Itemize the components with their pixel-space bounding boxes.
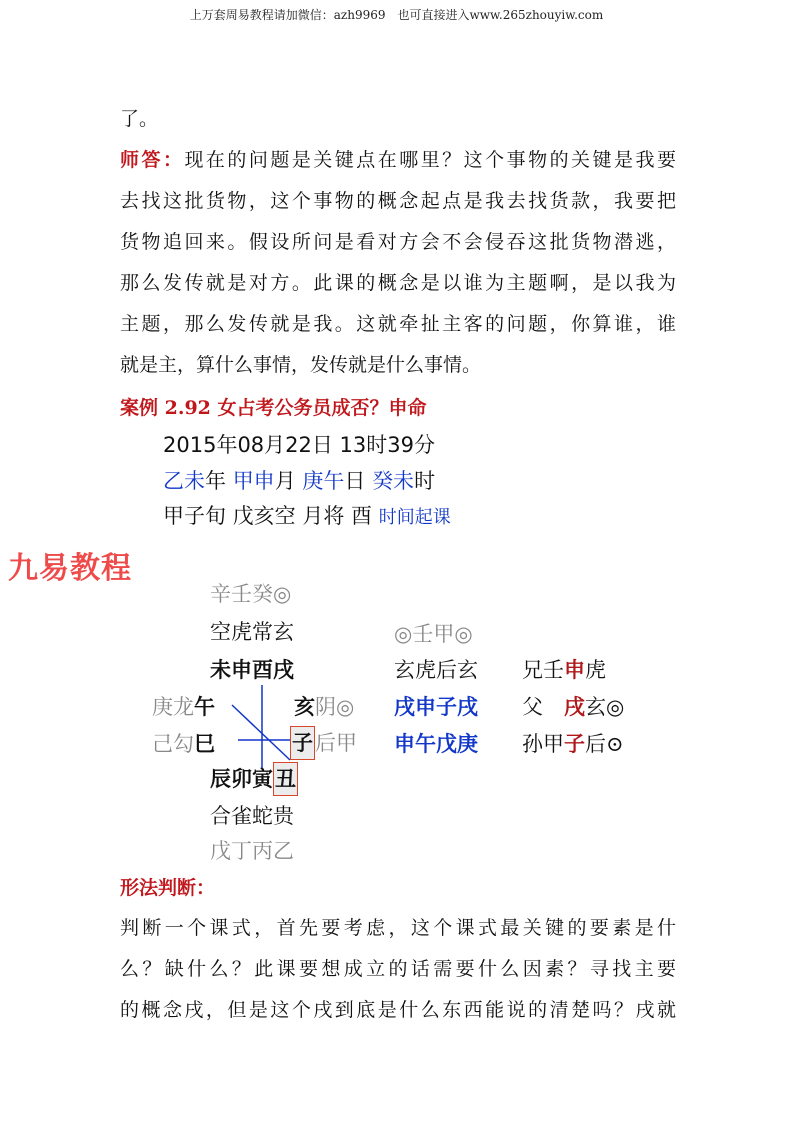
chart-line — [232, 705, 290, 760]
xingfa-title: 形法判断： — [120, 877, 216, 899]
text-line: 去找这批货物，这个事物的概念起点是我去找货款，我要把 — [120, 190, 676, 212]
chuan-branch: 戌 — [564, 694, 585, 719]
row-zi — [290, 726, 357, 760]
highlight-box: 丑 — [273, 762, 298, 796]
text-span: 现在的问题是关键点在哪里？这个事物的关键是我要 — [184, 149, 676, 171]
text-line: 了。 — [120, 108, 159, 130]
left-label: 己勾 — [152, 732, 194, 756]
year-ganzhi: 乙未 — [163, 469, 205, 493]
chuan-god: 虎 — [585, 658, 606, 682]
left-branch: 巳 — [194, 731, 215, 756]
text-line: 就是主，算什么事情，发传就是什么事情。 — [120, 354, 482, 376]
ke-branches: 戌申子戌 — [394, 694, 478, 719]
page-header: 上万套周易教程请加微信：azh9969 也可直接进入www.265zhouyiw.com — [189, 8, 604, 22]
top-gods: 空虎常玄 — [210, 620, 294, 644]
date-line: 2015年08月22日 13时39分 — [163, 433, 436, 457]
chuan-branch: 申 — [564, 657, 585, 682]
bottom-stems: 戊丁丙乙 — [210, 839, 294, 863]
ke-gods: 玄虎后玄 — [394, 658, 478, 682]
answer-label: 师答： — [120, 149, 185, 171]
watermark-logo: 九易教程 — [8, 551, 132, 586]
hour-suffix: 时 — [414, 469, 436, 493]
bottom-branches-text: 辰卯寅 — [210, 766, 273, 791]
text-line: 货物追回来。假设所问是看对方会不会侵吞这批货物潜逃， — [120, 231, 676, 253]
month-suffix: 月 — [274, 469, 296, 493]
chuan-label: 父 — [522, 695, 564, 719]
chuan-god: 玄◎ — [585, 695, 625, 719]
month-ganzhi: 甲申 — [232, 469, 275, 493]
row-hai — [294, 691, 354, 721]
right-branch: 亥 — [294, 694, 315, 719]
text-line: 的概念戌，但是这个戌到底是什么东西能说的清楚吗？戌就 — [120, 999, 676, 1021]
chuan-label: 孙甲 — [522, 732, 564, 756]
top-branches: 未申酉戌 — [210, 657, 294, 682]
left-branch: 午 — [194, 694, 215, 719]
row-si — [152, 728, 215, 758]
chuan-3 — [522, 728, 624, 758]
case-title: 案例 2.92 女占考公务员成否？申命 — [120, 397, 427, 419]
text-line: 主题，那么发传就是我。这就牵扯主客的问题，你算谁，谁 — [120, 313, 676, 335]
chuan-label: 兄壬 — [522, 658, 564, 682]
method-link: 时间起课 — [378, 507, 451, 528]
analysis-paragraph — [120, 908, 676, 1031]
text-line: 判断一个课式，首先要考虑，这个课式最关键的要素是什 — [120, 917, 676, 939]
top-stems: 辛壬癸◎ — [210, 582, 292, 606]
ke-top: ◎壬甲◎ — [394, 622, 473, 646]
chuan-branch: 子 — [564, 731, 585, 756]
highlight-box: 子 — [290, 726, 315, 760]
bottom-gods: 合雀蛇贵 — [210, 804, 294, 828]
day-ganzhi: 庚午 — [302, 469, 345, 493]
text-line: 那么发传就是对方。此课的概念是以谁为主题啊，是以我为 — [120, 272, 676, 294]
right-label: 后甲 — [315, 731, 357, 755]
hour-ganzhi: 癸未 — [372, 469, 415, 493]
chuan-1 — [522, 654, 606, 684]
text-line: 么？缺什么？此课要想成立的话需要什么因素？寻找主要 — [120, 958, 676, 980]
ke-stems: 申午戊庚 — [394, 731, 478, 756]
chuan-2 — [522, 691, 624, 721]
kong-text: 甲子旬 戊亥空 月将 酉 — [163, 504, 373, 528]
chuan-god: 后⊙ — [585, 732, 624, 756]
year-suffix: 年 — [205, 469, 226, 493]
day-suffix: 日 — [344, 469, 366, 493]
row-wu — [152, 691, 215, 721]
right-label: 阴◎ — [315, 695, 355, 719]
bottom-branches — [210, 762, 298, 796]
left-label: 庚龙 — [152, 695, 194, 719]
